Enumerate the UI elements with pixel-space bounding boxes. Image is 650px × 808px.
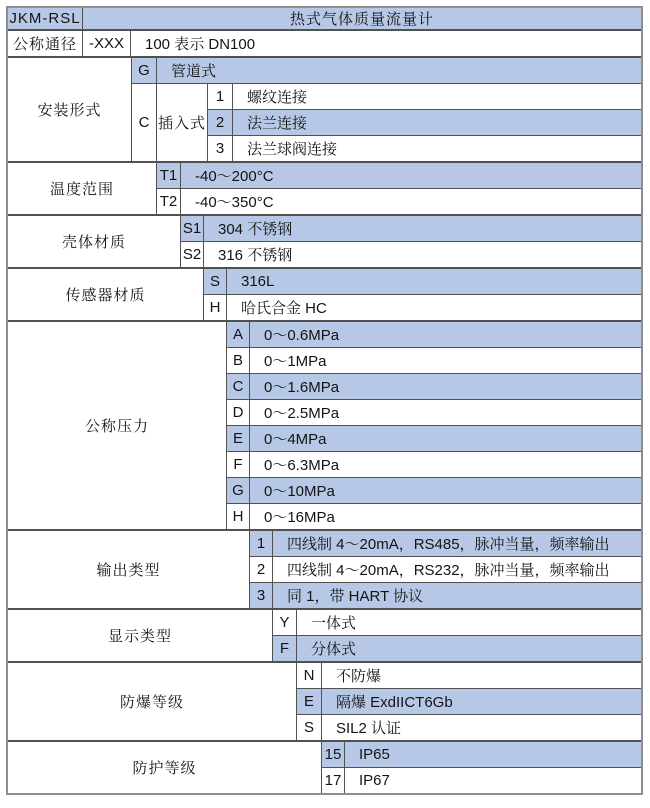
option-value: SIL2 认证 <box>336 720 402 737</box>
group-shell-material <box>8 214 641 267</box>
option-code: S <box>204 269 227 294</box>
option-code: F <box>273 636 297 661</box>
option-value: 哈氏合金 HC <box>241 300 327 317</box>
group-protection-rating <box>8 740 641 793</box>
option-row <box>227 347 641 373</box>
option-value: 不防爆 <box>336 668 382 685</box>
option-row <box>227 477 641 503</box>
option-row <box>322 742 641 767</box>
header-row <box>8 8 641 29</box>
option-row <box>273 610 641 635</box>
option-code: S1 <box>181 216 204 241</box>
option-value: 螺纹连接 <box>247 89 308 106</box>
group-label: 显示类型 <box>8 610 273 661</box>
option-value: 0～6.3MPa <box>264 457 340 474</box>
option-value: 四线制 4～20mA，RS232，脉冲当量，频率输出 <box>287 562 610 579</box>
option-value: IP67 <box>359 772 390 789</box>
option-value: IP65 <box>359 746 390 763</box>
option-row <box>157 188 641 214</box>
option-code: 1 <box>250 531 273 556</box>
option-value: 0～1.6MPa <box>264 379 340 396</box>
option-row <box>297 688 641 714</box>
option-code: 3 <box>250 583 273 608</box>
group-nominal-pressure <box>8 320 641 529</box>
group-label: 输出类型 <box>8 531 250 608</box>
option-row <box>250 556 641 582</box>
option-value: 法兰连接 <box>247 115 308 132</box>
option-value: 316 不锈钢 <box>218 247 293 264</box>
option-value: 100 表示 DN100 <box>145 36 256 53</box>
option-code: T1 <box>157 163 181 188</box>
option-code: D <box>227 400 250 425</box>
option-value: 0～4MPa <box>264 431 327 448</box>
option-value: 法兰球阀连接 <box>247 141 338 158</box>
option-code: 2 <box>250 557 273 582</box>
option-value: 同 1，带 HART 协议 <box>287 588 424 605</box>
option-row <box>208 84 641 109</box>
group-install-type <box>8 56 641 161</box>
option-value: 隔爆 ExdIICT6Gb <box>336 694 453 711</box>
option-row <box>227 503 641 529</box>
option-code: S2 <box>181 242 204 267</box>
option-value: 0～1MPa <box>264 353 327 370</box>
option-code: F <box>227 452 250 477</box>
group-temperature-range <box>8 161 641 214</box>
option-value: 四线制 4～20mA，RS485，脉冲当量，频率输出 <box>287 536 610 553</box>
option-code: 3 <box>208 136 233 161</box>
option-value: 0～0.6MPa <box>264 327 340 344</box>
option-row <box>227 425 641 451</box>
option-row <box>297 714 641 740</box>
option-code: H <box>204 295 227 320</box>
option-code: H <box>227 504 250 529</box>
option-row <box>83 31 641 56</box>
option-row <box>227 399 641 425</box>
spec-table <box>6 6 643 795</box>
option-row <box>250 582 641 608</box>
option-code: B <box>227 348 250 373</box>
option-code: N <box>297 663 322 688</box>
option-row <box>181 241 641 267</box>
option-code: E <box>227 426 250 451</box>
option-code: 2 <box>208 110 233 135</box>
option-row <box>204 294 641 320</box>
option-code: A <box>227 322 250 347</box>
option-row <box>132 58 641 83</box>
option-code: -XXX <box>83 31 131 56</box>
option-value: 0～2.5MPa <box>264 405 340 422</box>
option-value: 0～16MPa <box>264 509 335 526</box>
option-code: E <box>297 689 322 714</box>
option-code: G <box>132 58 157 83</box>
option-value: 一体式 <box>311 615 357 632</box>
option-row <box>208 109 641 135</box>
product-title: 热式气体质量流量计 <box>83 8 641 29</box>
option-value: -40～200°C <box>195 168 274 185</box>
option-value: 304 不锈钢 <box>218 221 293 238</box>
option-code: C <box>132 84 157 161</box>
option-value: 管道式 <box>171 63 217 80</box>
group-explosion-proof <box>8 661 641 740</box>
insert-type-cell: 插入式 <box>157 84 208 161</box>
group-label: 壳体材质 <box>8 216 181 267</box>
option-code: T2 <box>157 189 181 214</box>
option-row <box>157 163 641 188</box>
model-code-cell: JKM-RSL <box>8 8 83 29</box>
group-label: 防护等级 <box>8 742 322 793</box>
group-label: 防爆等级 <box>8 663 297 740</box>
option-code: C <box>227 374 250 399</box>
option-row <box>181 216 641 241</box>
group-label: 温度范围 <box>8 163 157 214</box>
group-display-type <box>8 608 641 661</box>
option-row <box>204 269 641 294</box>
group-output-type <box>8 529 641 608</box>
option-code: 17 <box>322 768 345 793</box>
option-code: Y <box>273 610 297 635</box>
option-value: 0～10MPa <box>264 483 335 500</box>
group-label: 公称压力 <box>8 322 227 529</box>
option-value: 分体式 <box>311 641 357 658</box>
group-label: 传感器材质 <box>8 269 204 320</box>
option-code: 1 <box>208 84 233 109</box>
group-nominal-diameter <box>8 29 641 56</box>
option-row <box>297 663 641 688</box>
option-code: 15 <box>322 742 345 767</box>
group-sensor-material <box>8 267 641 320</box>
insert-subgroup <box>132 83 641 161</box>
option-code: G <box>227 478 250 503</box>
group-label: 安装形式 <box>8 58 132 161</box>
option-row <box>227 322 641 347</box>
option-row <box>322 767 641 793</box>
option-value: -40～350°C <box>195 194 274 211</box>
group-label: 公称通径 <box>8 31 83 56</box>
option-row <box>227 373 641 399</box>
option-row <box>273 635 641 661</box>
option-row <box>250 531 641 556</box>
option-value: 316L <box>241 273 275 290</box>
option-code: S <box>297 715 322 740</box>
option-row <box>208 135 641 161</box>
option-row <box>227 451 641 477</box>
